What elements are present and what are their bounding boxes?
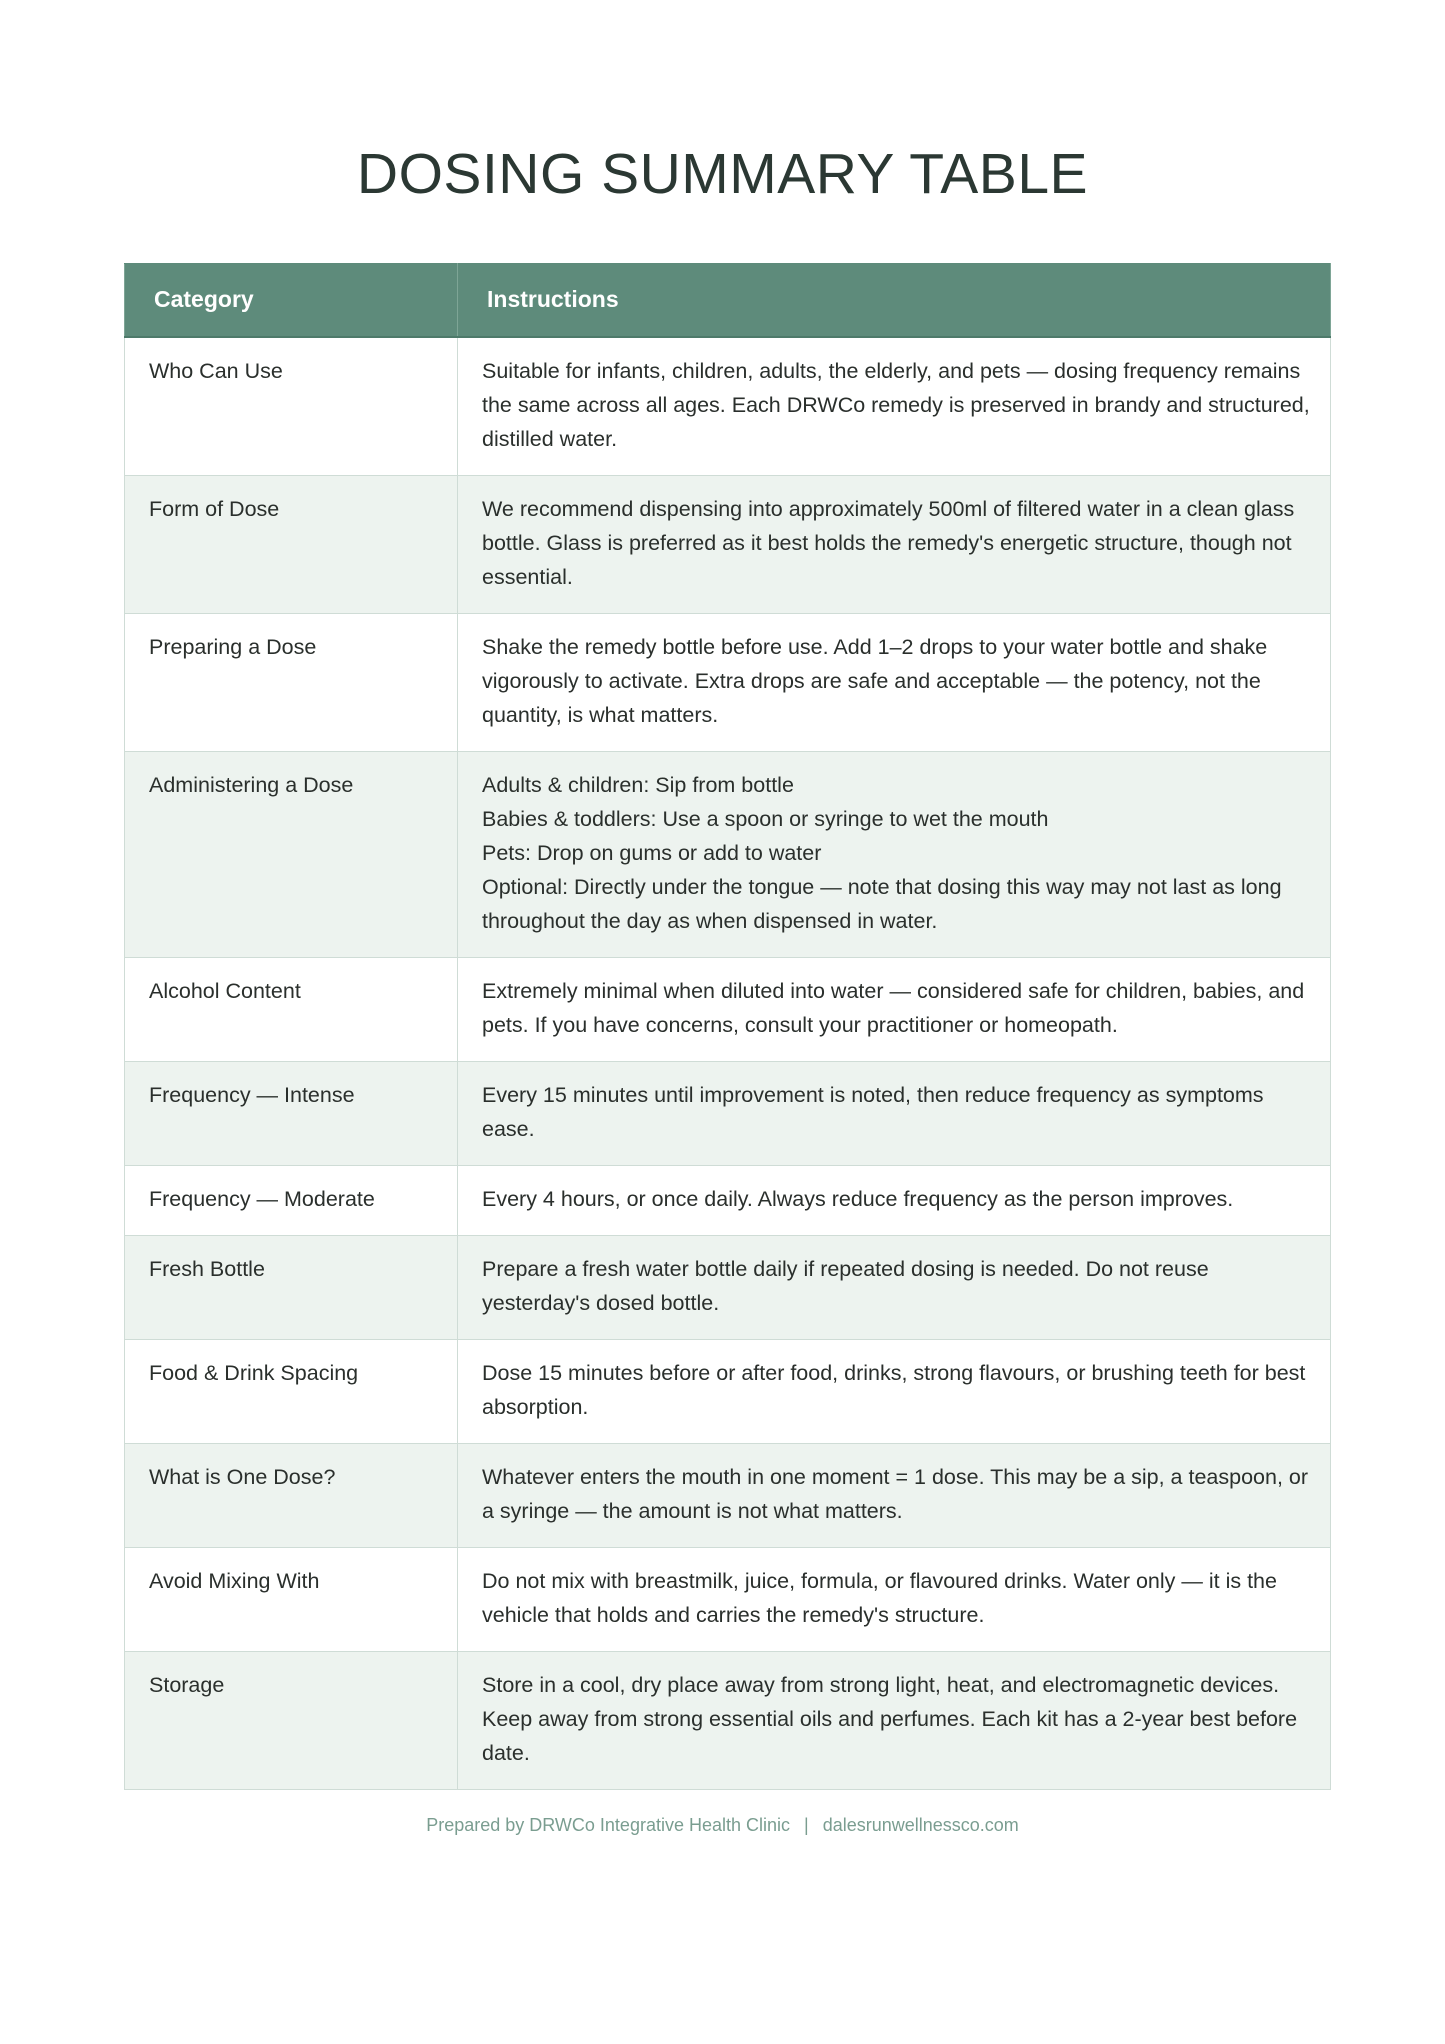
cell-category: Frequency — Intense — [125, 1061, 458, 1165]
cell-category: Food & Drink Spacing — [125, 1339, 458, 1443]
cell-category: Fresh Bottle — [125, 1235, 458, 1339]
cell-category: Form of Dose — [125, 475, 458, 613]
table-body — [125, 337, 1331, 1790]
instruction-line: Every 15 minutes until improvement is noted, then reduce frequency as symptoms ease. — [482, 1082, 1264, 1141]
cell-category: Administering a Dose — [125, 751, 458, 957]
dosing-table-container — [124, 263, 1330, 1790]
instruction-line: Prepare a fresh water bottle daily if repeated dosing is needed. Do not reuse yesterday's dosed bottle. — [482, 1256, 1209, 1315]
instruction-line: Optional: Directly under the tongue — note that dosing this way may not last as long throughout the day as when dispensed in water. — [482, 874, 1282, 933]
cell-category: Preparing a Dose — [125, 613, 458, 751]
instruction-line: Pets: Drop on gums or add to water — [482, 840, 822, 865]
column-header-instructions: Instructions — [458, 264, 1331, 337]
dosing-table — [124, 263, 1331, 1790]
cell-instructions — [458, 1547, 1331, 1651]
instruction-line: Dose 15 minutes before or after food, drinks, strong flavours, or brushing teeth for best absorption. — [482, 1360, 1306, 1419]
cell-instructions — [458, 751, 1331, 957]
table-row — [125, 957, 1331, 1061]
instruction-line: Shake the remedy bottle before use. Add 1–2 drops to your water bottle and shake vigorously to activate. Extra drops are safe and acceptable — the potency, not the quantity, is what matters. — [482, 634, 1268, 727]
table-row — [125, 1651, 1331, 1789]
footer-website: dalesrunwellnessco.com — [822, 1815, 1019, 1835]
cell-instructions — [458, 1061, 1331, 1165]
instruction-line: Do not mix with breastmilk, juice, formula, or flavoured drinks. Water only — it is the vehicle that holds and carries the remedy's structure. — [482, 1568, 1277, 1627]
instruction-line: Store in a cool, dry place away from strong light, heat, and electromagnetic devices. Keep away from strong essential oils and perfumes. Each kit has a 2-year best before date. — [482, 1672, 1298, 1765]
cell-instructions — [458, 613, 1331, 751]
instruction-line: Every 4 hours, or once daily. Always reduce frequency as the person improves. — [482, 1186, 1234, 1211]
cell-instructions — [458, 1651, 1331, 1789]
table-header — [125, 264, 1331, 337]
cell-instructions — [458, 1339, 1331, 1443]
table-row — [125, 1547, 1331, 1651]
table-row — [125, 1443, 1331, 1547]
cell-category: Who Can Use — [125, 337, 458, 476]
table-row — [125, 613, 1331, 751]
footer-prepared-by: Prepared by DRWCo Integrative Health Clinic — [426, 1815, 791, 1835]
cell-category: What is One Dose? — [125, 1443, 458, 1547]
instruction-line: Babies & toddlers: Use a spoon or syringe to wet the mouth — [482, 806, 1049, 831]
cell-instructions — [458, 957, 1331, 1061]
footer-separator: | — [804, 1815, 809, 1835]
cell-category: Avoid Mixing With — [125, 1547, 458, 1651]
table-row — [125, 1061, 1331, 1165]
table-row — [125, 751, 1331, 957]
cell-instructions — [458, 337, 1331, 476]
instruction-line: Suitable for infants, children, adults, the elderly, and pets — dosing frequency remains the same across all ages. Each DRWCo remedy is preserved in brandy and structured, distilled water. — [482, 358, 1310, 451]
table-row — [125, 475, 1331, 613]
cell-instructions — [458, 475, 1331, 613]
cell-category: Storage — [125, 1651, 458, 1789]
instruction-line: We recommend dispensing into approximately 500ml of filtered water in a clean glass bottle. Glass is preferred as it best holds the remedy's energetic structure, though not essential. — [482, 496, 1295, 589]
cell-category: Frequency — Moderate — [125, 1165, 458, 1235]
table-row — [125, 1165, 1331, 1235]
cell-instructions — [458, 1235, 1331, 1339]
instruction-line: Adults & children: Sip from bottle — [482, 772, 794, 797]
table-row — [125, 337, 1331, 476]
table-row — [125, 1339, 1331, 1443]
instruction-line: Whatever enters the mouth in one moment = 1 dose. This may be a sip, a teaspoon, or a syringe — the amount is not what matters. — [482, 1464, 1309, 1523]
page-footer — [0, 1815, 1445, 1836]
cell-category: Alcohol Content — [125, 957, 458, 1061]
cell-instructions — [458, 1443, 1331, 1547]
page-title: DOSING SUMMARY TABLE — [356, 142, 1089, 206]
column-header-category: Category — [125, 264, 458, 337]
instruction-line: Extremely minimal when diluted into water — considered safe for children, babies, and pets. If you have concerns, consult your practitioner or homeopath. — [482, 978, 1305, 1037]
table-row — [125, 1235, 1331, 1339]
cell-instructions — [458, 1165, 1331, 1235]
header-row — [125, 264, 1331, 337]
